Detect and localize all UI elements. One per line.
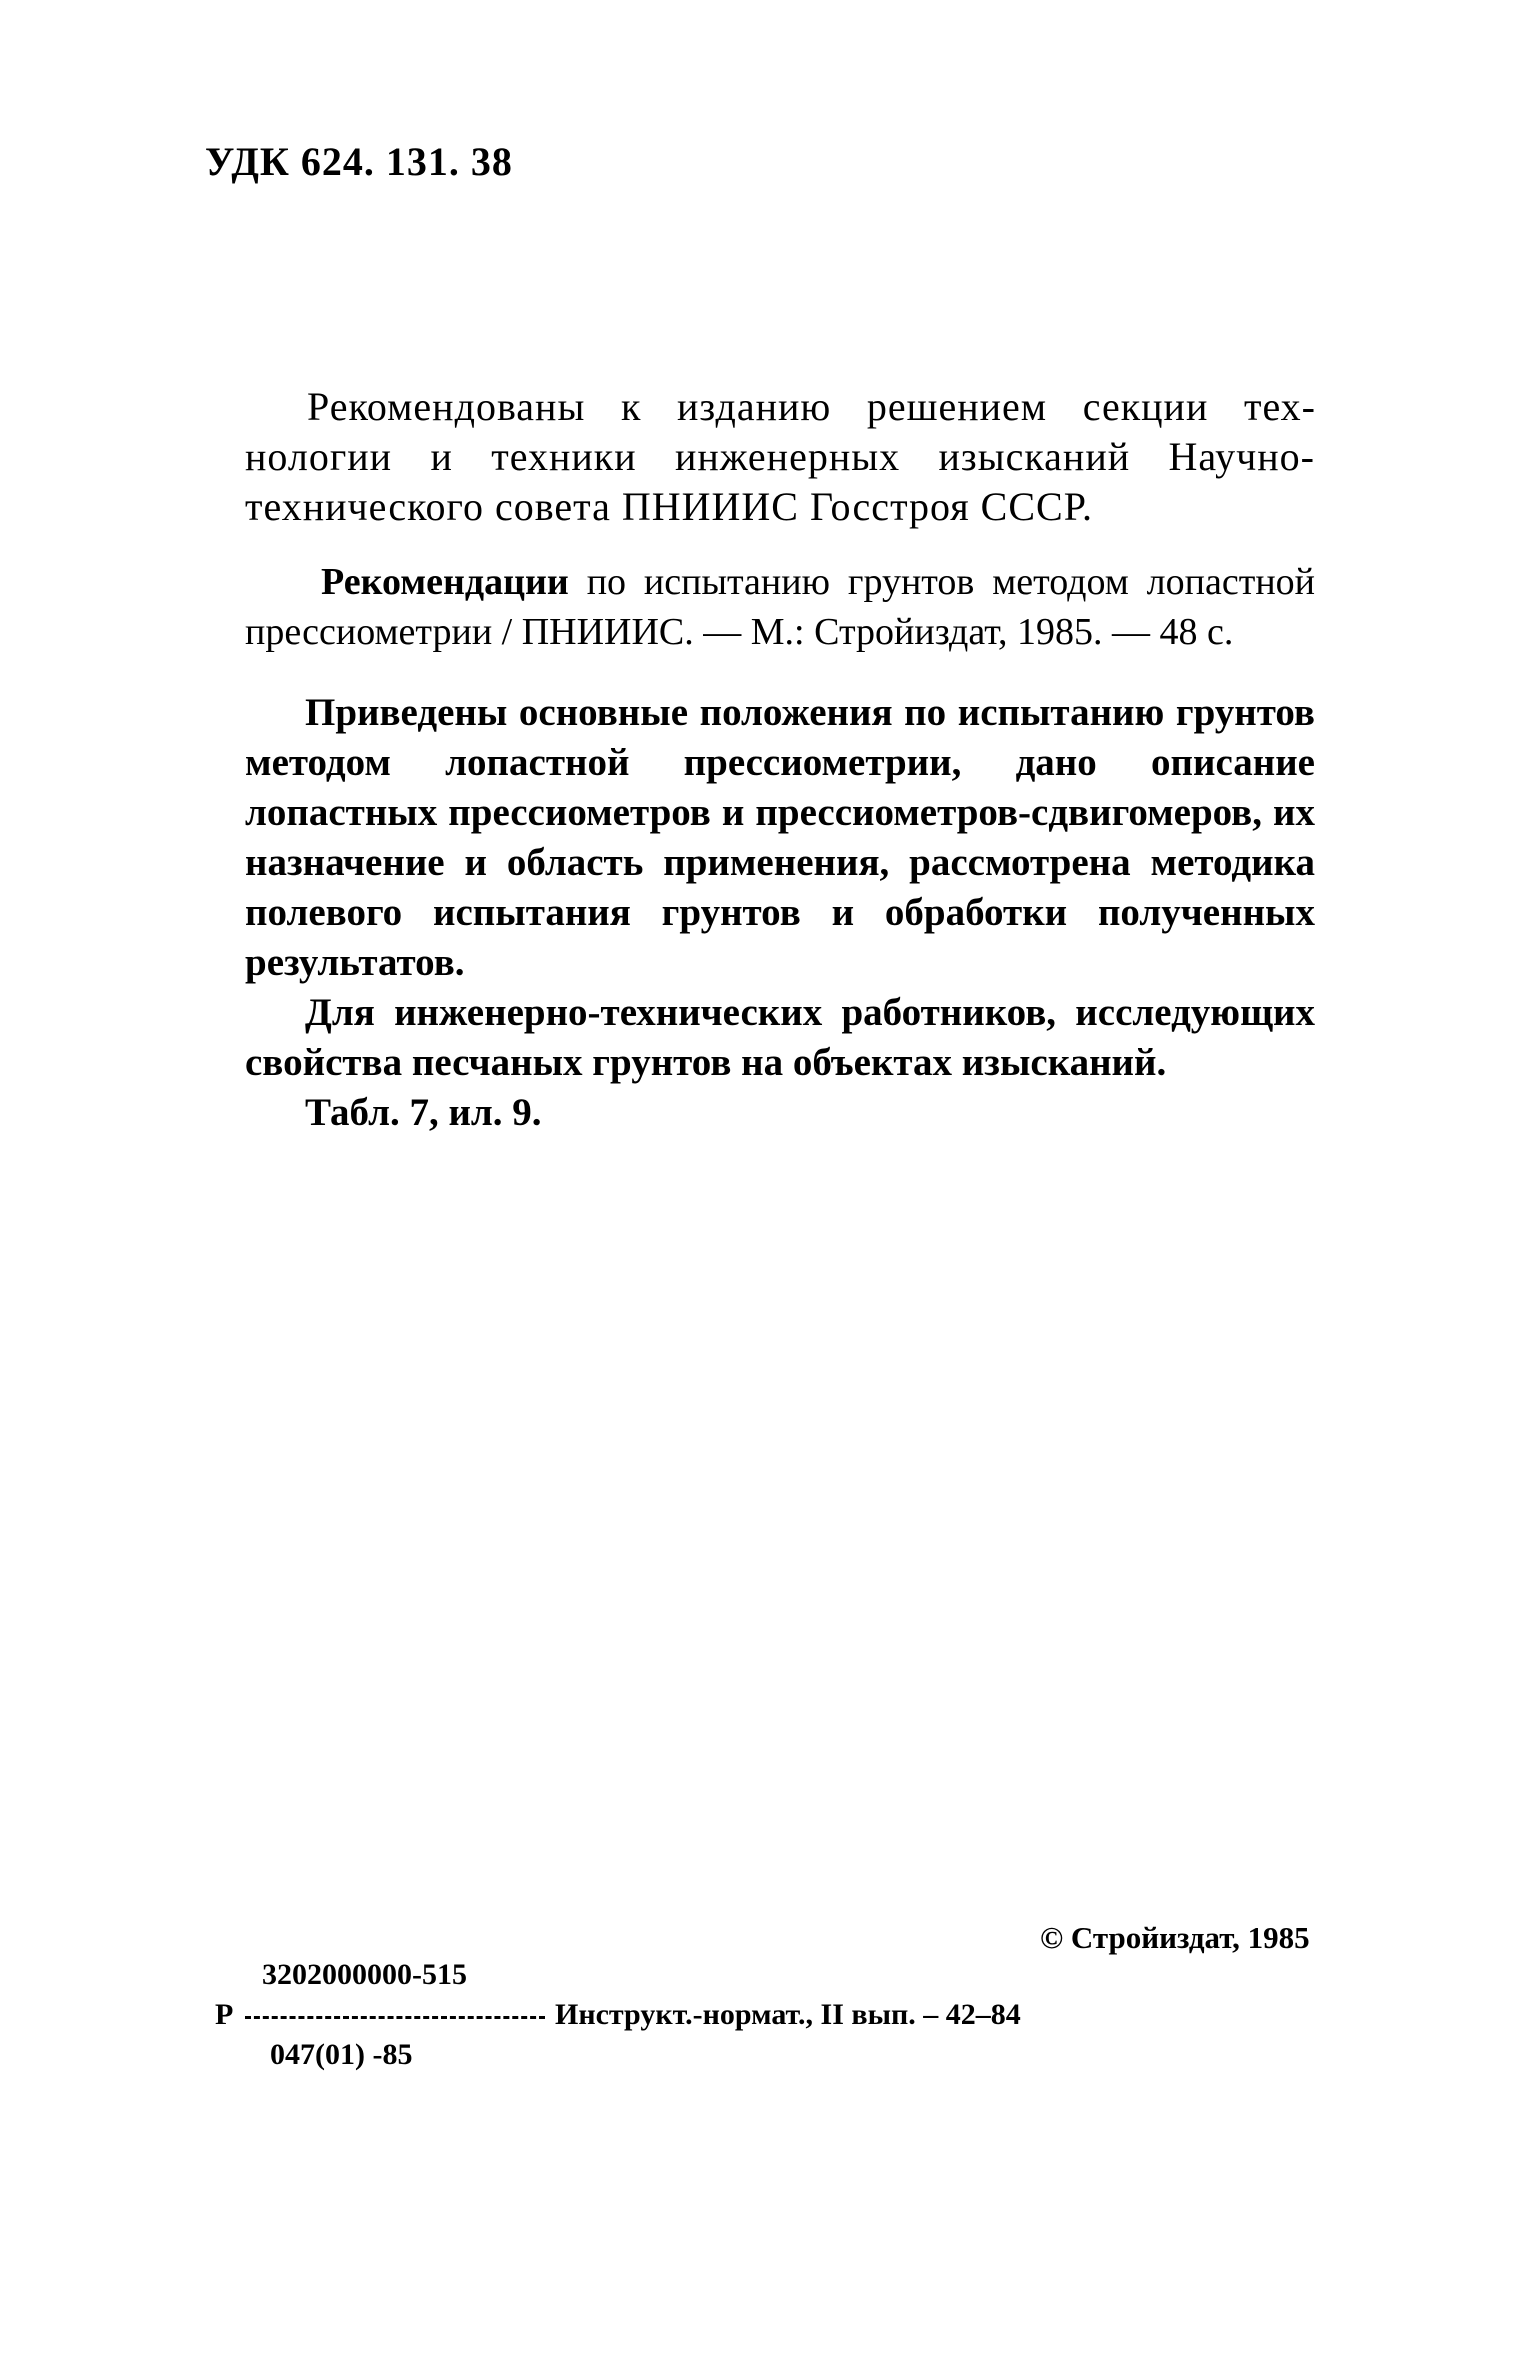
- copyright-notice: © Стройиздат, 1985: [1040, 1920, 1310, 1955]
- bibliographic-details: по испытанию грунтов методом лопастной прессиометрии / ПНИИИС. — М.: Стройиздат, 1985. — 48 с.: [245, 561, 1315, 653]
- udk-code: УДК 624. 131. 38: [205, 139, 513, 184]
- catalog-denominator: 047(01) -85: [270, 2038, 413, 2071]
- catalog-fraction-line: [245, 2016, 545, 2019]
- catalog-index: [215, 1958, 1135, 2078]
- annotation-audience: Для инженерно-технических работников, исследующих свойства песчаных грунтов на объектах изысканий.: [245, 991, 1315, 1084]
- bibliographic-record: [245, 557, 1315, 657]
- approval-note: Рекомендованы к изданию решением секции технологии и техники инженерных изысканий Научно-технического совета ПНИИИС Госстроя СССР.: [245, 384, 1315, 529]
- catalog-series: Инструкт.-нормат., II вып. – 42–84: [555, 1998, 1021, 2031]
- bibliographic-title-lead: Рекомендации: [321, 561, 569, 603]
- annotation-counts: Табл. 7, ил. 9.: [305, 1091, 542, 1134]
- catalog-numerator: 3202000000-515: [262, 1958, 467, 1991]
- catalog-letter: Р: [215, 1998, 234, 2031]
- annotation-summary: Приведены основные положения по испытанию грунтов методом лопастной прессиометрии, дано описание лопастных прессиометров и прессиометров-сдвигомеров, их назначение и область применения, рассмотрена методика полевого испытания грунтов и обработки полученных результатов.: [245, 691, 1315, 984]
- annotation: [245, 688, 1315, 1138]
